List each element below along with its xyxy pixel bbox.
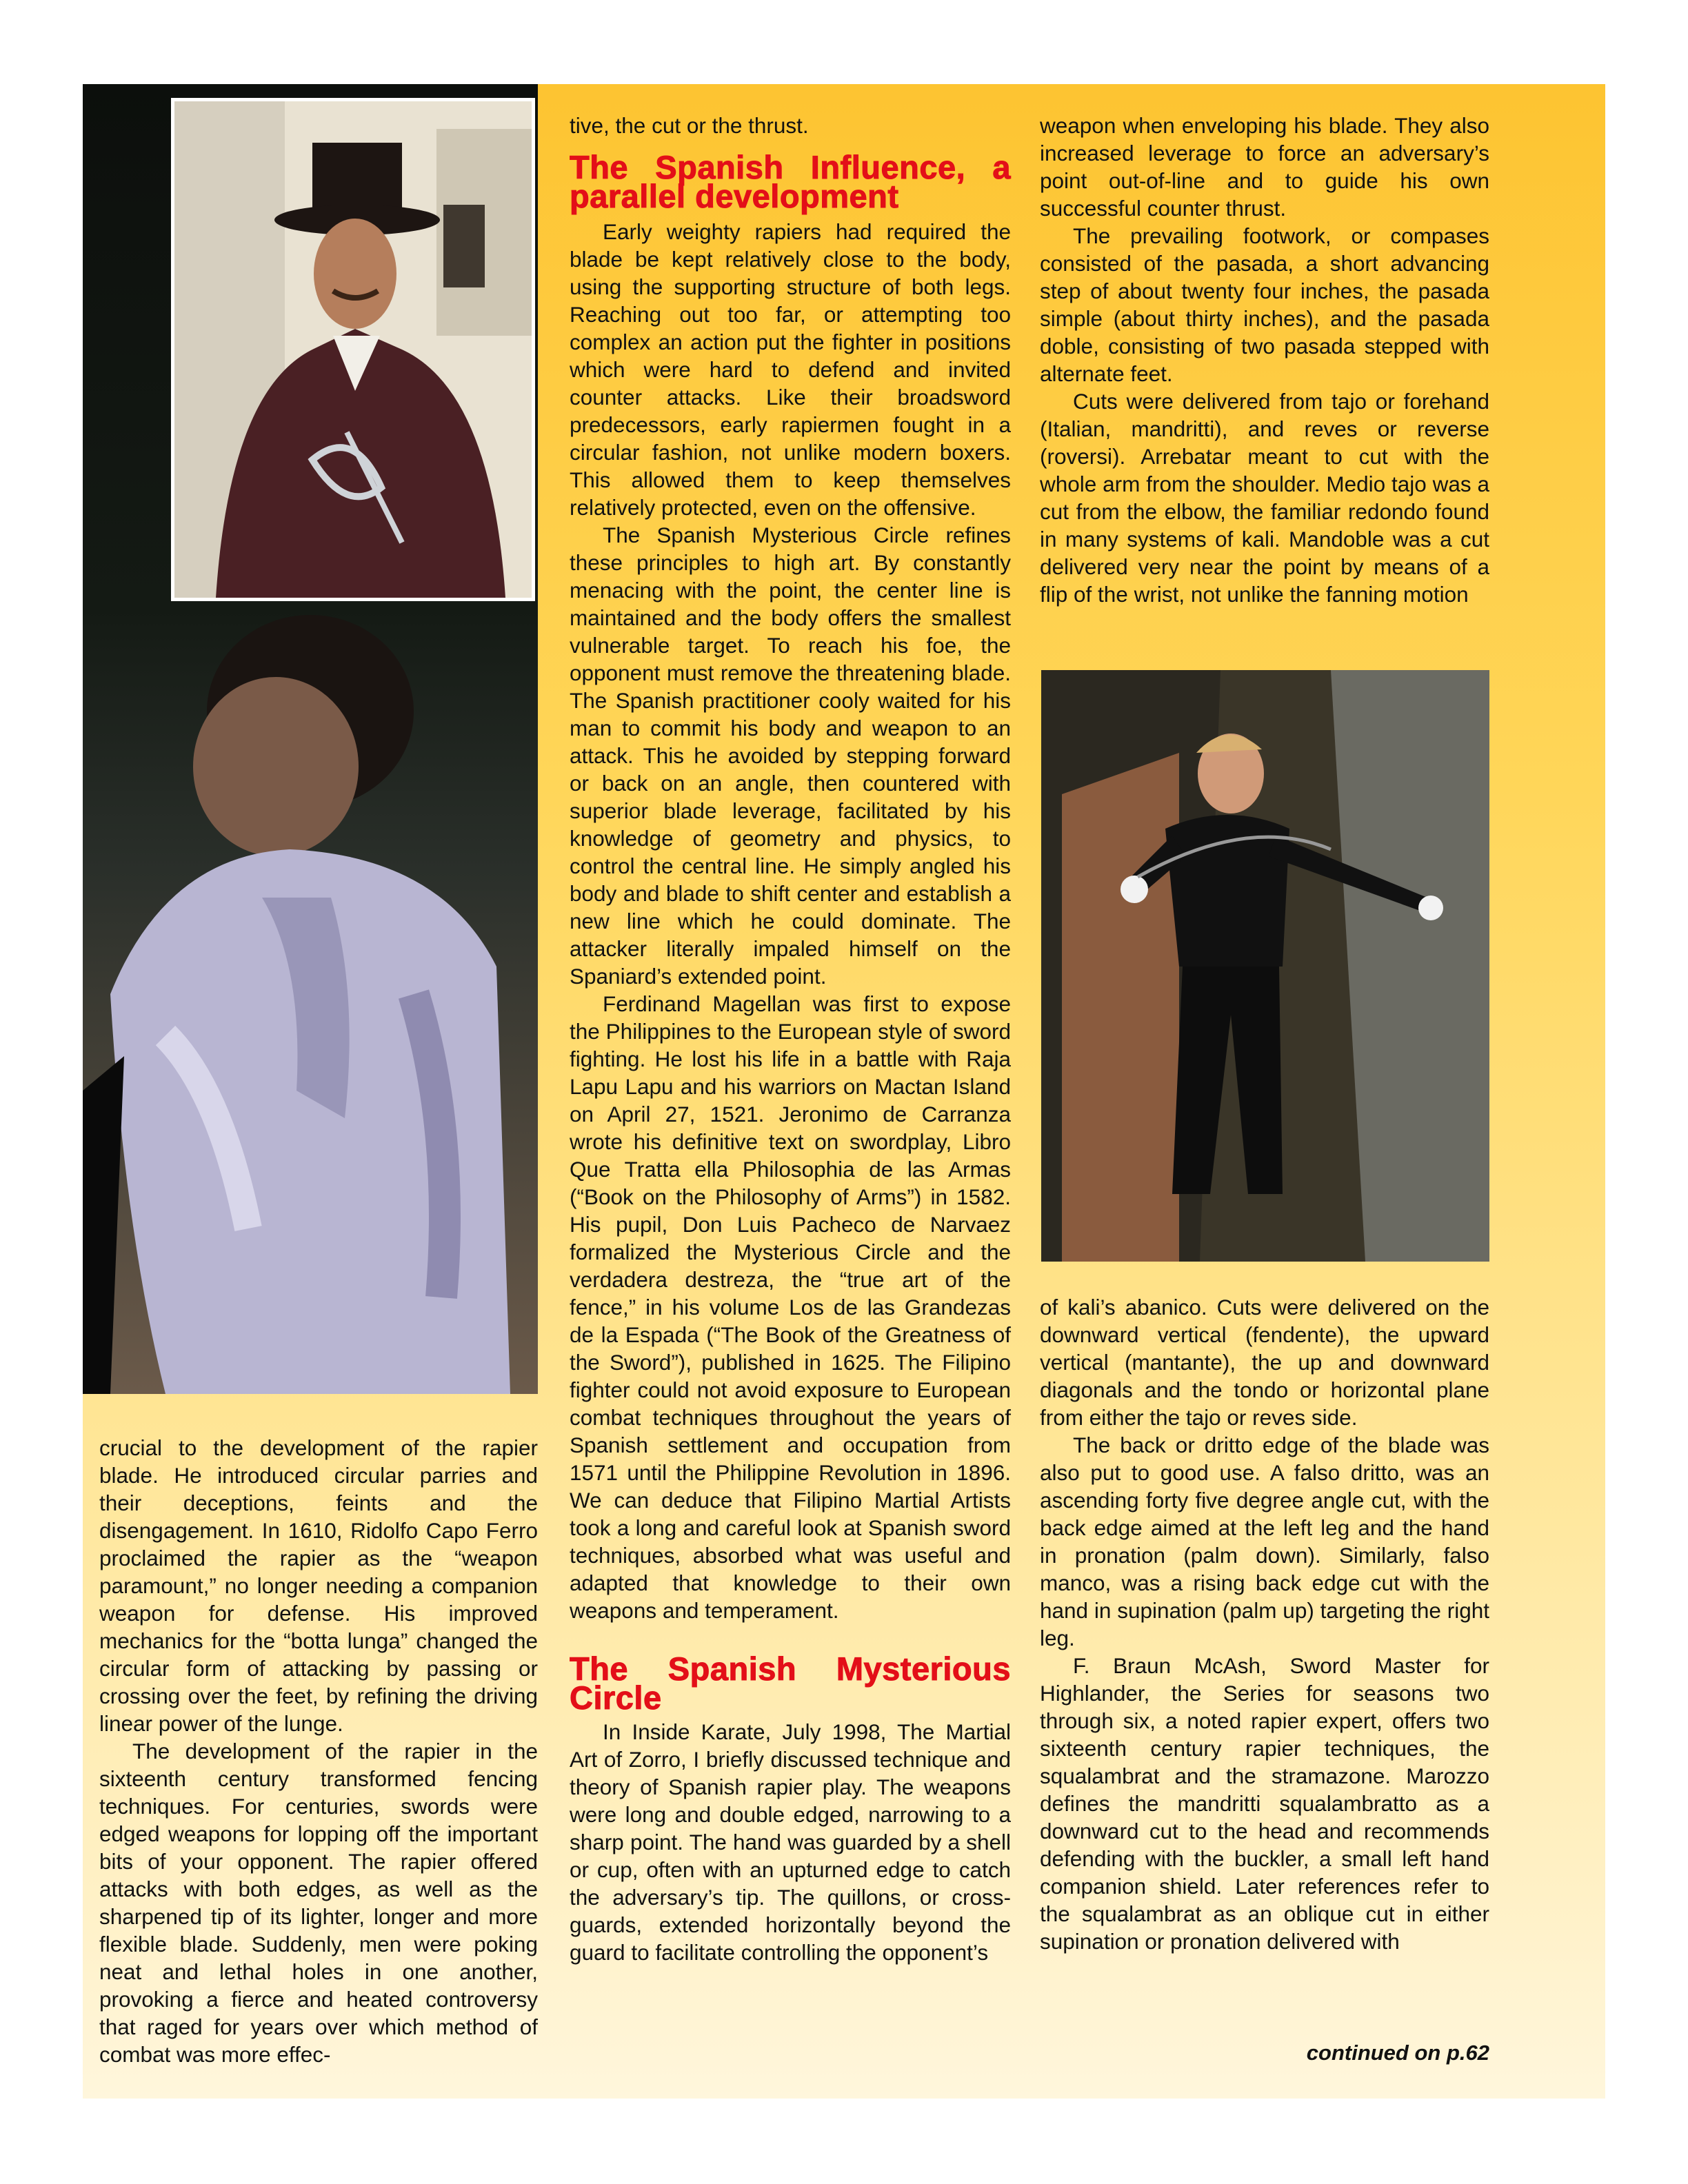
article-column-2 xyxy=(570,112,1011,1966)
top-hat-portrait-photo xyxy=(171,98,535,601)
paragraph: of kali’s abanico. Cuts were delivered on the downward vertical (fendente), the upward vertical (mantante), the up and downward diagonals and the tondo or horizontal plane from either the tajo or reves side. xyxy=(1040,1295,1489,1430)
paragraph: Early weighty rapiers had required the blade be kept relatively close to the body, using the supporting structure of both legs. Reaching out too far, or attempting too complex an action put the fighter in positions which were hard to defend and invited counter attacks. Like their broadsword predecessors, early rapiermen fought in a circular fashion, not unlike modern boxers. This allowed them to keep themselves relatively protected, even on the offensive. xyxy=(570,219,1011,520)
section-heading: The Spanish Mysterious Circle xyxy=(570,1650,1011,1716)
paragraph: Cuts were delivered from tajo or forehand (Italian, mandritti), and reves or reverse (roversi). Arrebatar meant to cut with the whole arm from the shoulder. Medio tajo was a cut from the elbow, the familiar redondo found in many systems of kali. Mandoble was a cut delivered very near the point by means of a flip of the wrist, not unlike the fanning motion xyxy=(1040,389,1489,607)
section-heading: The Spanish Influence, a parallel development xyxy=(570,149,1011,214)
paragraph: The development of the rapier in the sixteenth century transformed fencing techniques. For centuries, swords were edged weapons for lopping off the important bits of your opponent. The rapier offered attacks with both edges, as well as the sharpened tip of its lighter, longer and more flexible blade. Suddenly, men were poking neat and lethal holes in one another, provoking a fierce and heated controversy that raged for years over which method of combat was more effec- xyxy=(99,1739,538,2067)
paragraph: crucial to the development of the rapier blade. He introduced circular parries and their deceptions, feints and the disengagement. In 1610, Ridolfo Capo Ferro proclaimed the rapier as the “weapon paramount,” no longer needing a companion weapon for defense. His improved mechanics for the “botta lunga” changed the circular form of attacking by passing or crossing over the feet, by refining the driving linear power of the lunge. xyxy=(99,1435,538,1736)
continued-on-link[interactable]: continued on p.62 xyxy=(1306,2041,1489,2065)
paragraph: tive, the cut or the thrust. xyxy=(570,113,809,138)
paragraph: The prevailing footwork, or compases consisted of the pasada, a short advancing step of about twenty four inches, the pasada simple (about thirty inches), and the pasada doble, consisting of two pasada stepped with alternate feet. xyxy=(1040,223,1489,386)
paragraph: In Inside Karate, July 1998, The Martial Art of Zorro, I briefly discussed technique and theory of Spanish rapier play. The weapons were long and double edged, narrowing to a sharp point. The hand was guarded by a shell or cup, often with an upturned edge to catch the adversary’s tip. The quillons, or cross-guards, extended horizontally beyond the guard to facilitate controlling the opponent’s xyxy=(570,1719,1011,1965)
paragraph: F. Braun McAsh, Sword Master for Highlander, the Series for seasons two through six, a noted rapier expert, offers two sixteenth century rapier techniques, the squalambrat and the stramazone. Marozzo defines the mandritti squalambratto as a downward cut to the head and recommends defending with the buckler, a small left hand companion shield. Later references refer to the squalambrat as an oblique cut in either supination or pronation delivered with xyxy=(1040,1653,1489,1954)
article-column-1 xyxy=(99,1434,538,2068)
article-column-3-bottom xyxy=(1040,1293,1489,1955)
article-column-3-top xyxy=(1040,112,1489,608)
paragraph: Ferdinand Magellan was first to expose the Philippines to the European style of sword fighting. He lost his life in a battle with Raja Lapu Lapu and his warriors on Mactan Island on April 27, 1521. Jeronimo de Carranza wrote his definitive text on swordplay, Libro Que Tratta ella Philosophia de las Armas (“Book on the Philosophy of Arms”) in 1582. His pupil, Don Luis Pacheco de Narvaez formalized the Mysterious Circle and the verdadera destreza, the “true art of the fence,” in his volume Los de las Grandezas de la Espada (“The Book of the Greatness of the Sword”), published in 1625. The Filipino fighter could not avoid exposure to European combat techniques throughout the years of Spanish settlement and occupation from 1571 until the Philippine Revolution in 1896. We can deduce that Filipino Martial Artists took a long and careful look at Spanish sword techniques, absorbed what was useful and adapted that knowledge to their own weapons and temperament. xyxy=(570,991,1011,1623)
blurred-man-illustration xyxy=(83,608,538,1394)
paragraph: weapon when enveloping his blade. They also increased leverage to force an adversary’s point out-of-line and to guide his own successful counter thrust. xyxy=(1040,113,1489,221)
fencer-demonstration-photo xyxy=(1041,670,1489,1262)
paragraph: The Spanish Mysterious Circle refines these principles to high art. By constantly menacing with the point, the center line is maintained and the body offers the smallest vulnerable target. To reach his foe, the opponent must remove the threatening blade. The Spanish practitioner cooly waited for his man to commit his body and weapon to an attack. This he avoided by stepping forward or back on an angle, then countered with superior blade leverage, facilitated by his knowledge of geometry and physics, to control the central line. He simply angled his body and blade to shift center and establish a new line which he could dominate. The attacker literally impaled himself on the Spaniard’s extended point. xyxy=(570,523,1011,989)
paragraph: The back or dritto edge of the blade was also put to good use. A falso dritto, was an ascending forty five degree angle cut, with the back edge aimed at the left leg and the hand in pronation (palm down). Similarly, falso manco, was a rising back edge cut with the hand in supination (palm up) targeting the right leg. xyxy=(1040,1433,1489,1650)
